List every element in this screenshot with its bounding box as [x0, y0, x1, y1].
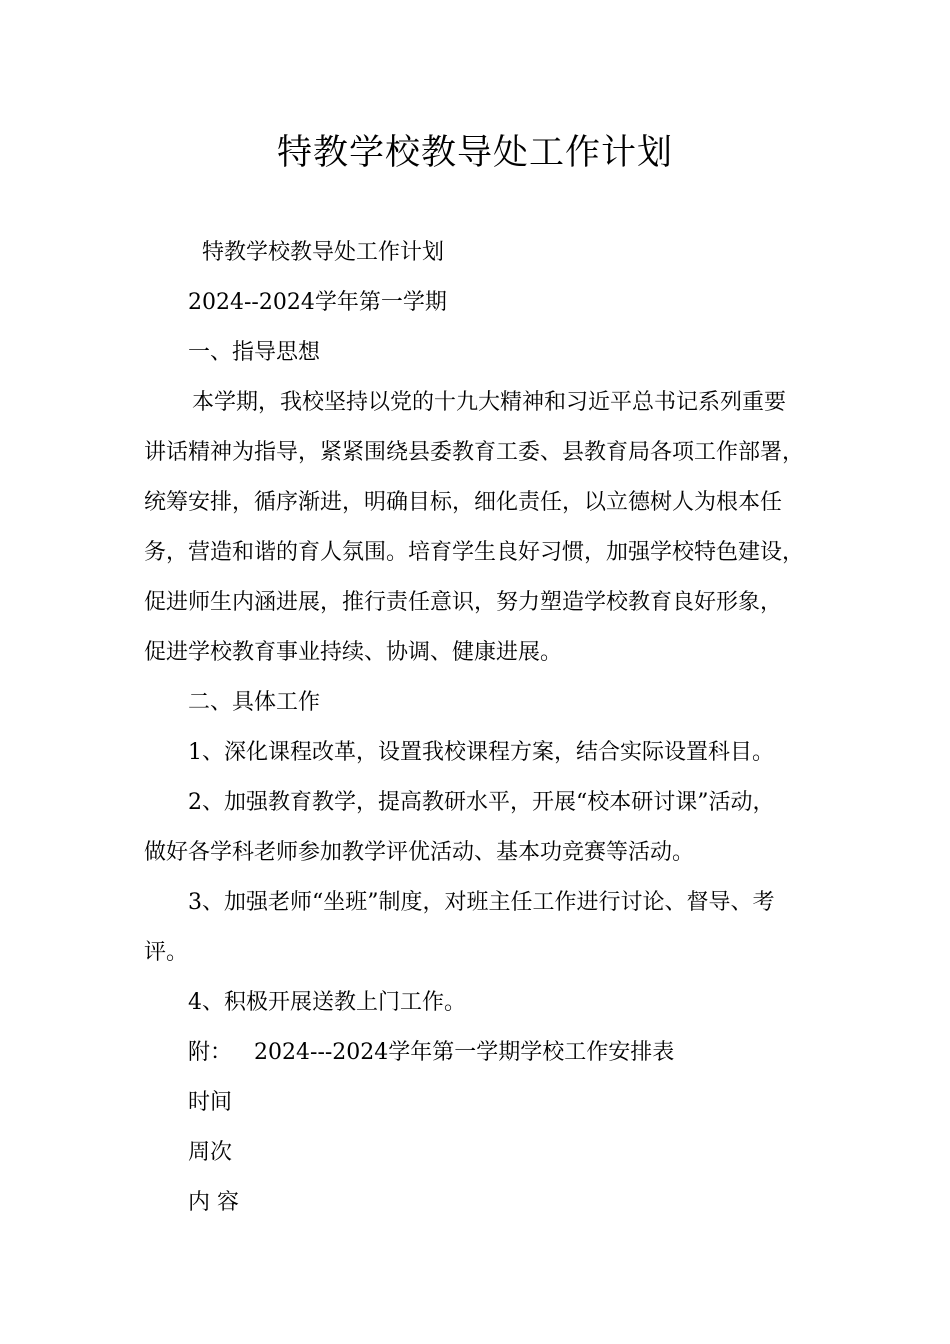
section2-heading: 二、具体工作 — [188, 690, 321, 715]
list-item: 2、加强教育教学，提高教研水平，开展“校本研讨课”活动， — [188, 790, 775, 815]
appendix-label: 附： — [188, 1040, 233, 1065]
subtitle: 特教学校教导处工作计划 — [202, 240, 445, 265]
list-item: 3、加强老师“坐班”制度，对班主任工作进行讨论、督导、考 — [188, 890, 775, 915]
section1-heading: 一、指导思想 — [188, 340, 321, 365]
document-body — [144, 228, 824, 1228]
list-item-continuation: 评。 — [144, 940, 189, 965]
paragraph-line: 务，营造和谐的育人氛围。培育学生良好习惯，加强学校特色建设， — [144, 540, 805, 565]
paragraph-line: 促进学校教育事业持续、协调、健康进展。 — [144, 640, 563, 665]
paragraph-line: 促进师生内涵进展，推行责任意识，努力塑造学校教育良好形象， — [144, 590, 783, 615]
appendix-line — [144, 1028, 824, 1078]
paragraph-line: 讲话精神为指导，紧紧围绕县委教育工委、县教育局各项工作部署， — [144, 440, 805, 465]
table-header-week: 周次 — [188, 1140, 233, 1165]
list-item-continuation: 做好各学科老师参加教学评优活动、基本功竞赛等活动。 — [144, 840, 695, 865]
table-header-time: 时间 — [188, 1090, 233, 1115]
semester-line: 2024--2024学年第一学期 — [188, 290, 447, 315]
paragraph-line: 本学期，我校坚持以党的十九大精神和习近平总书记系列重要 — [192, 390, 787, 415]
document-title: 特教学校教导处工作计划 — [276, 133, 673, 173]
table-header-content: 内 容 — [188, 1190, 239, 1215]
list-item: 1、深化课程改革，设置我校课程方案，结合实际设置科目。 — [188, 740, 774, 765]
list-item: 4、积极开展送教上门工作。 — [188, 990, 466, 1015]
paragraph-line: 统筹安排，循序渐进，明确目标，细化责任，以立德树人为根本任 — [144, 490, 783, 515]
appendix-text: 2024---2024学年第一学期学校工作安排表 — [254, 1040, 675, 1065]
